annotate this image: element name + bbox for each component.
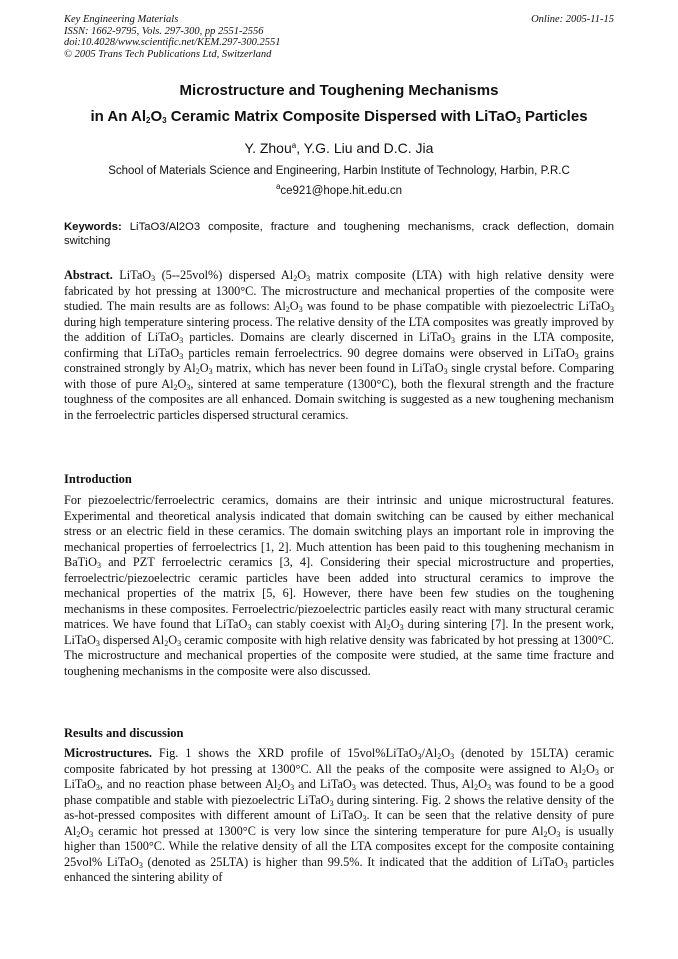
- section-heading-introduction: Introduction: [64, 472, 132, 486]
- author-email[interactable]: $^a$ce921@hope.hit.edu.cn: [275, 182, 403, 197]
- journal-name: Key Engineering Materials: [64, 14, 179, 25]
- issn-line: ISSN: 1662-9795, Vols. 297-300, pp 2551-2556: [64, 25, 264, 37]
- online-date: Online: 2005-11-15: [531, 14, 614, 25]
- section-heading-results: Results and discussion: [64, 726, 184, 740]
- abstract: Abstract. LiTaO$_3$ (5--25vol%) dispersed $Al_2O_3$ matrix composite (LTA) with high relative density were fabricated by hot pressing at 1300°C. The microstructure and mechanical properties of the composite were studied. The main results are as follows: $Al_2O_3$ was found to be phase compatible with piezoelectric LiTaO$_3$ during high temperature sintering process. The relative density of the LTA composites was greatly improved by the addition of LiTaO$_3$ particles. Domains are clearly discerned in LiTaO$_3$ grains in the LTA composite, confirming that LiTaO$_3$ particles remain ferroelectrics. 90 degree domains were observed in LiTaO$_3$ grains constrained strongly by $Al_2O_3$ matrix, which has never been found in LiTaO$_3$ single crystal before. Comparing with those of pure $Al_2O_3$, sintered at same temperature (1300°C), both the flexural strength and the fracture toughness of the composites are all enhanced. Domain switching is suggested as a new toughening mechanism in the ferroelectric particles dispersed structural ceramics.: [64, 268, 615, 422]
- affiliation: School of Materials Science and Engineering, Harbin Institute of Technology, Harbin, P.R.C: [108, 165, 570, 177]
- journal-header: [64, 14, 484, 60]
- paper-title-line1: Microstructure and Toughening Mechanisms: [179, 82, 499, 99]
- copyright-line: © 2005 Trans Tech Publications Ltd, Switzerland: [64, 48, 272, 60]
- doi-line: doi:10.4028/www.scientific.net/KEM.297-300.2551: [64, 37, 281, 49]
- author-list: Y. Zhou$^a$, Y.G. Liu and D.C. Jia: [244, 140, 434, 156]
- keywords: Keywords: LiTaO3/Al2O3 composite, fracture and toughening mechanisms, crack deflection, domain switching: [64, 221, 614, 247]
- results-paragraph: Microstructures. Fig. 1 shows the XRD profile of $15vol\%LiTaO_3/Al_2O_3$ (denoted by 15LTA) ceramic composite fabricated by hot pressing at 1300°C. All the peaks of the composite were assigned to $Al_2O_3$ or LiTaO$_3$, and no reaction phase between $Al_2O_3$ and LiTaO$_3$ was detected. Thus, $Al_2O_3$ was found to be a good phase compatible and stable with piezoelectric LiTaO$_3$ during sintering. Fig. 2 shows the relative density of the as-hot-pressed composites with different amount of LiTaO$_3$. It can be seen that the relative density of pure $Al_2O_3$ ceramic hot pressed at 1300°C is very low since the sintering temperature for pure $Al_2O_3$ is usually higher than 1500°C. While the relative density of all the LTA composites except for the composite containing 25vol% LiTaO$_3$ (denoted as 25LTA) is higher than 99.5%. It indicated that the addition of LiTaO$_3$ particles enhanced the sintering ability of: [64, 746, 615, 884]
- paper-title-line2: in An $Al_2O_3$ Ceramic Matrix Composite Dispersed with LiTaO$_3$ Particles: [90, 108, 588, 125]
- introduction-paragraph: For piezoelectric/ferroelectric ceramics, domains are their intrinsic and unique microstructural features. Experimental and theoretical analysis indicated that domain switching can be caused by either mechanical stress or an electric field in these ceramics. The domain switching plays an important role in improving the mechanical properties of ferroelectrics [1, 2]. Much attention has been paid to this toughening mechanism in BaTiO$_3$ and PZT ferroelectric ceramics [3, 4]. Considering their special microstructure and properties, ferroelectric/piezoelectric ceramic particles have been added into structural ceramics to improve the mechanical properties of the matrix [5, 6]. However, there have been few studies on the toughening mechanisms in these composites. Ferroelectric/piezoelectric particles easily react with many structural ceramic matrices. We have found that LiTaO$_3$ can stably coexist with $Al_2O_3$ during sintering [7]. In the present work, LiTaO$_3$ dispersed $Al_2O_3$ ceramic composite with high relative density was fabricated by hot pressing at 1300°C. The microstructure and mechanical properties of the composite were studied, at the same time fracture and toughening mechanisms in the composite were also discussed.: [64, 493, 615, 678]
